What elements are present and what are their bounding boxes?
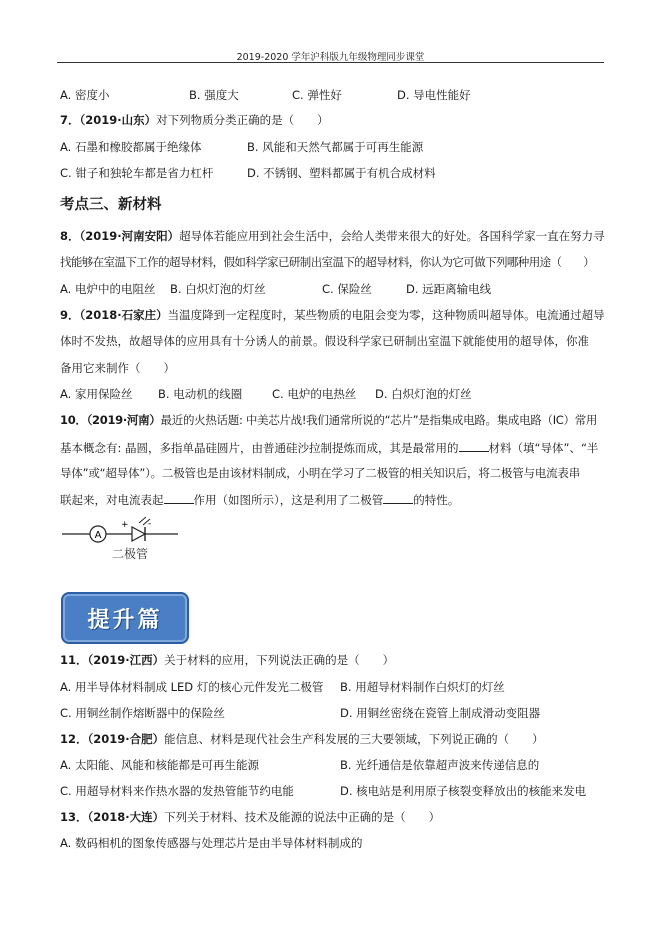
q12-option-a: A. 太阳能、风能和核能都是可再生能源 [60, 758, 259, 772]
q11-option-a: A. 用半导体材料制成 LED 灯的核心元件发光二极管 [60, 680, 324, 694]
q7-option-c: C. 钳子和独轮车都是省力杠杆 [60, 166, 214, 180]
ammeter-label: A [94, 530, 102, 541]
diode-symbol [132, 527, 145, 541]
q12-option-b: B. 光纤通信是依靠超声波来传递信息的 [340, 758, 540, 772]
section-title: 考点三、新材料 [60, 197, 162, 213]
q7-question [60, 113, 329, 127]
q9-line2: 体时不发热，故超导体的应用具有十分诱人的前景。假设科学家已研制出室温下就能使用的超导体，你准 [60, 334, 589, 348]
q8-text1: 超导体若能应用到社会生活中，会给人类带来很大的好处。各国科学家一直在努力寻 [179, 229, 605, 243]
q9-option-c: C. 电炉的电热丝 [272, 387, 357, 401]
light-arrow-icon [139, 517, 146, 523]
q10-line1 [60, 413, 597, 427]
q7-stem: 对下列物质分类正确的是（ ） [156, 113, 329, 127]
q8-option-c: C. 保险丝 [322, 282, 372, 296]
q11-question [60, 653, 394, 667]
q10-text4a: 联起来，对电流表起 [60, 493, 164, 507]
q7-number: 7． [60, 113, 80, 127]
q10-text1: 最近的火热话题: 中美芯片战!我们通常所说的“芯片”是指集成电路。集成电路（IC）常用 [160, 413, 598, 427]
q13-number: 13． [60, 810, 88, 824]
q10-line3: 导体”或“超导体”）。二极管也是由该材料制成，小明在学习了二极管的相关知识后，将二极管与电流表串 [60, 466, 581, 480]
q7-option-b: B. 风能和天然气都属于可再生能源 [247, 140, 424, 154]
minus-sign: - [148, 519, 152, 529]
q10-text2a: 基本概念有: 晶圆，多指单晶硅圆片，由普通硅沙拉制提炼而成，其是最常用的 [60, 441, 459, 455]
q12-number: 12． [60, 732, 88, 746]
q8-source: （2019·河南安阳） [79, 229, 180, 243]
answer-blank [164, 492, 194, 504]
q13-stem: 下列关于材料、技术及能源的说法中正确的是（ ） [164, 810, 441, 824]
q9-text1: 当温度降到一定程度时，某些物质的电阻会变为零，这种物质叫超导体。电流通过超导 [167, 308, 605, 322]
q8-number: 8． [60, 229, 80, 243]
q9-source: （2018·石家庄） [79, 308, 168, 322]
q6-option-a: A. 密度小 [60, 88, 110, 102]
q8-option-a: A. 电炉中的电阻丝 [60, 282, 156, 296]
q9-option-a: A. 家用保险丝 [60, 387, 133, 401]
q13-option-a: A. 数码相机的图象传感器与处理芯片是由半导体材料制成的 [60, 836, 363, 850]
q9-line3: 备用它来制作（ ） [60, 361, 175, 375]
q7-option-d: D. 不锈钢、塑料都属于有机合成材料 [247, 166, 436, 180]
banner-title: 提升篇 [87, 608, 163, 633]
q11-option-d: D. 用铜丝密绕在瓷管上制成滑动变阻器 [340, 706, 541, 720]
q8-option-d: D. 远距离输电线 [406, 282, 492, 296]
q6-option-b: B. 强度大 [189, 88, 239, 102]
answer-blank [383, 492, 413, 504]
q6-option-d: D. 导电性能好 [397, 88, 471, 102]
q10-text2b: 材料（填“导体”、“半 [488, 441, 599, 455]
q9-option-d: D. 白炽灯泡的灯丝 [375, 387, 472, 401]
q10-text4b: 作用（如图所示），这是利用了二极管 [193, 493, 384, 507]
q12-stem: 能信息、材料是现代社会生产科发展的三大要领域，下列说正确的（ ） [164, 732, 544, 746]
q8-option-b: B. 白炽灯泡的灯丝 [170, 282, 266, 296]
q11-number: 11． [60, 653, 88, 667]
q10-line2 [60, 440, 598, 455]
q11-option-c: C. 用铜丝制作熔断器中的保险丝 [60, 706, 225, 720]
header-rule [57, 62, 604, 63]
q12-option-d: D. 核电站是利用原子核裂变释放出的核能来发电 [340, 784, 587, 798]
q11-option-b: B. 用超导材料制作白炽灯的灯丝 [340, 680, 505, 694]
q10-text4c: 的特性。 [413, 493, 460, 507]
figure-caption: 二极管 [111, 547, 149, 561]
q13-question [60, 810, 440, 824]
section-banner [61, 592, 189, 644]
q12-option-c: C. 用超导材料来作热水器的发热管能节约电能 [60, 784, 294, 798]
answer-blank [459, 440, 489, 452]
circuit-figure [60, 514, 180, 562]
q10-line4 [60, 492, 459, 507]
q9-option-b: B. 电动机的线圈 [158, 387, 243, 401]
q6-option-c: C. 弹性好 [292, 88, 342, 102]
page-header: 2019-2020 学年沪科版九年级物理同步课堂 [236, 52, 425, 63]
q7-source: （2019·山东） [79, 113, 157, 127]
q11-stem: 关于材料的应用，下列说法正确的是（ ） [164, 653, 395, 667]
q12-question [60, 732, 544, 746]
q8-line1 [60, 229, 605, 243]
q8-line2: 找能够在室温下工作的超导材料，假如科学家已研制出室温下的超导材料，你认为它可做下列哪种用途（ ） [60, 255, 595, 269]
plus-sign: + [121, 520, 129, 530]
q10-source: （2019·河南） [86, 413, 161, 427]
q13-source: （2018·大连） [87, 810, 165, 824]
q12-source: （2019·合肥） [87, 732, 165, 746]
q10-number: 10． [60, 413, 87, 427]
q7-option-a: A. 石墨和橡胶都属于绝缘体 [60, 140, 202, 154]
q9-number: 9． [60, 308, 80, 322]
q11-source: （2019·江西） [87, 653, 165, 667]
q9-line1 [60, 308, 605, 322]
